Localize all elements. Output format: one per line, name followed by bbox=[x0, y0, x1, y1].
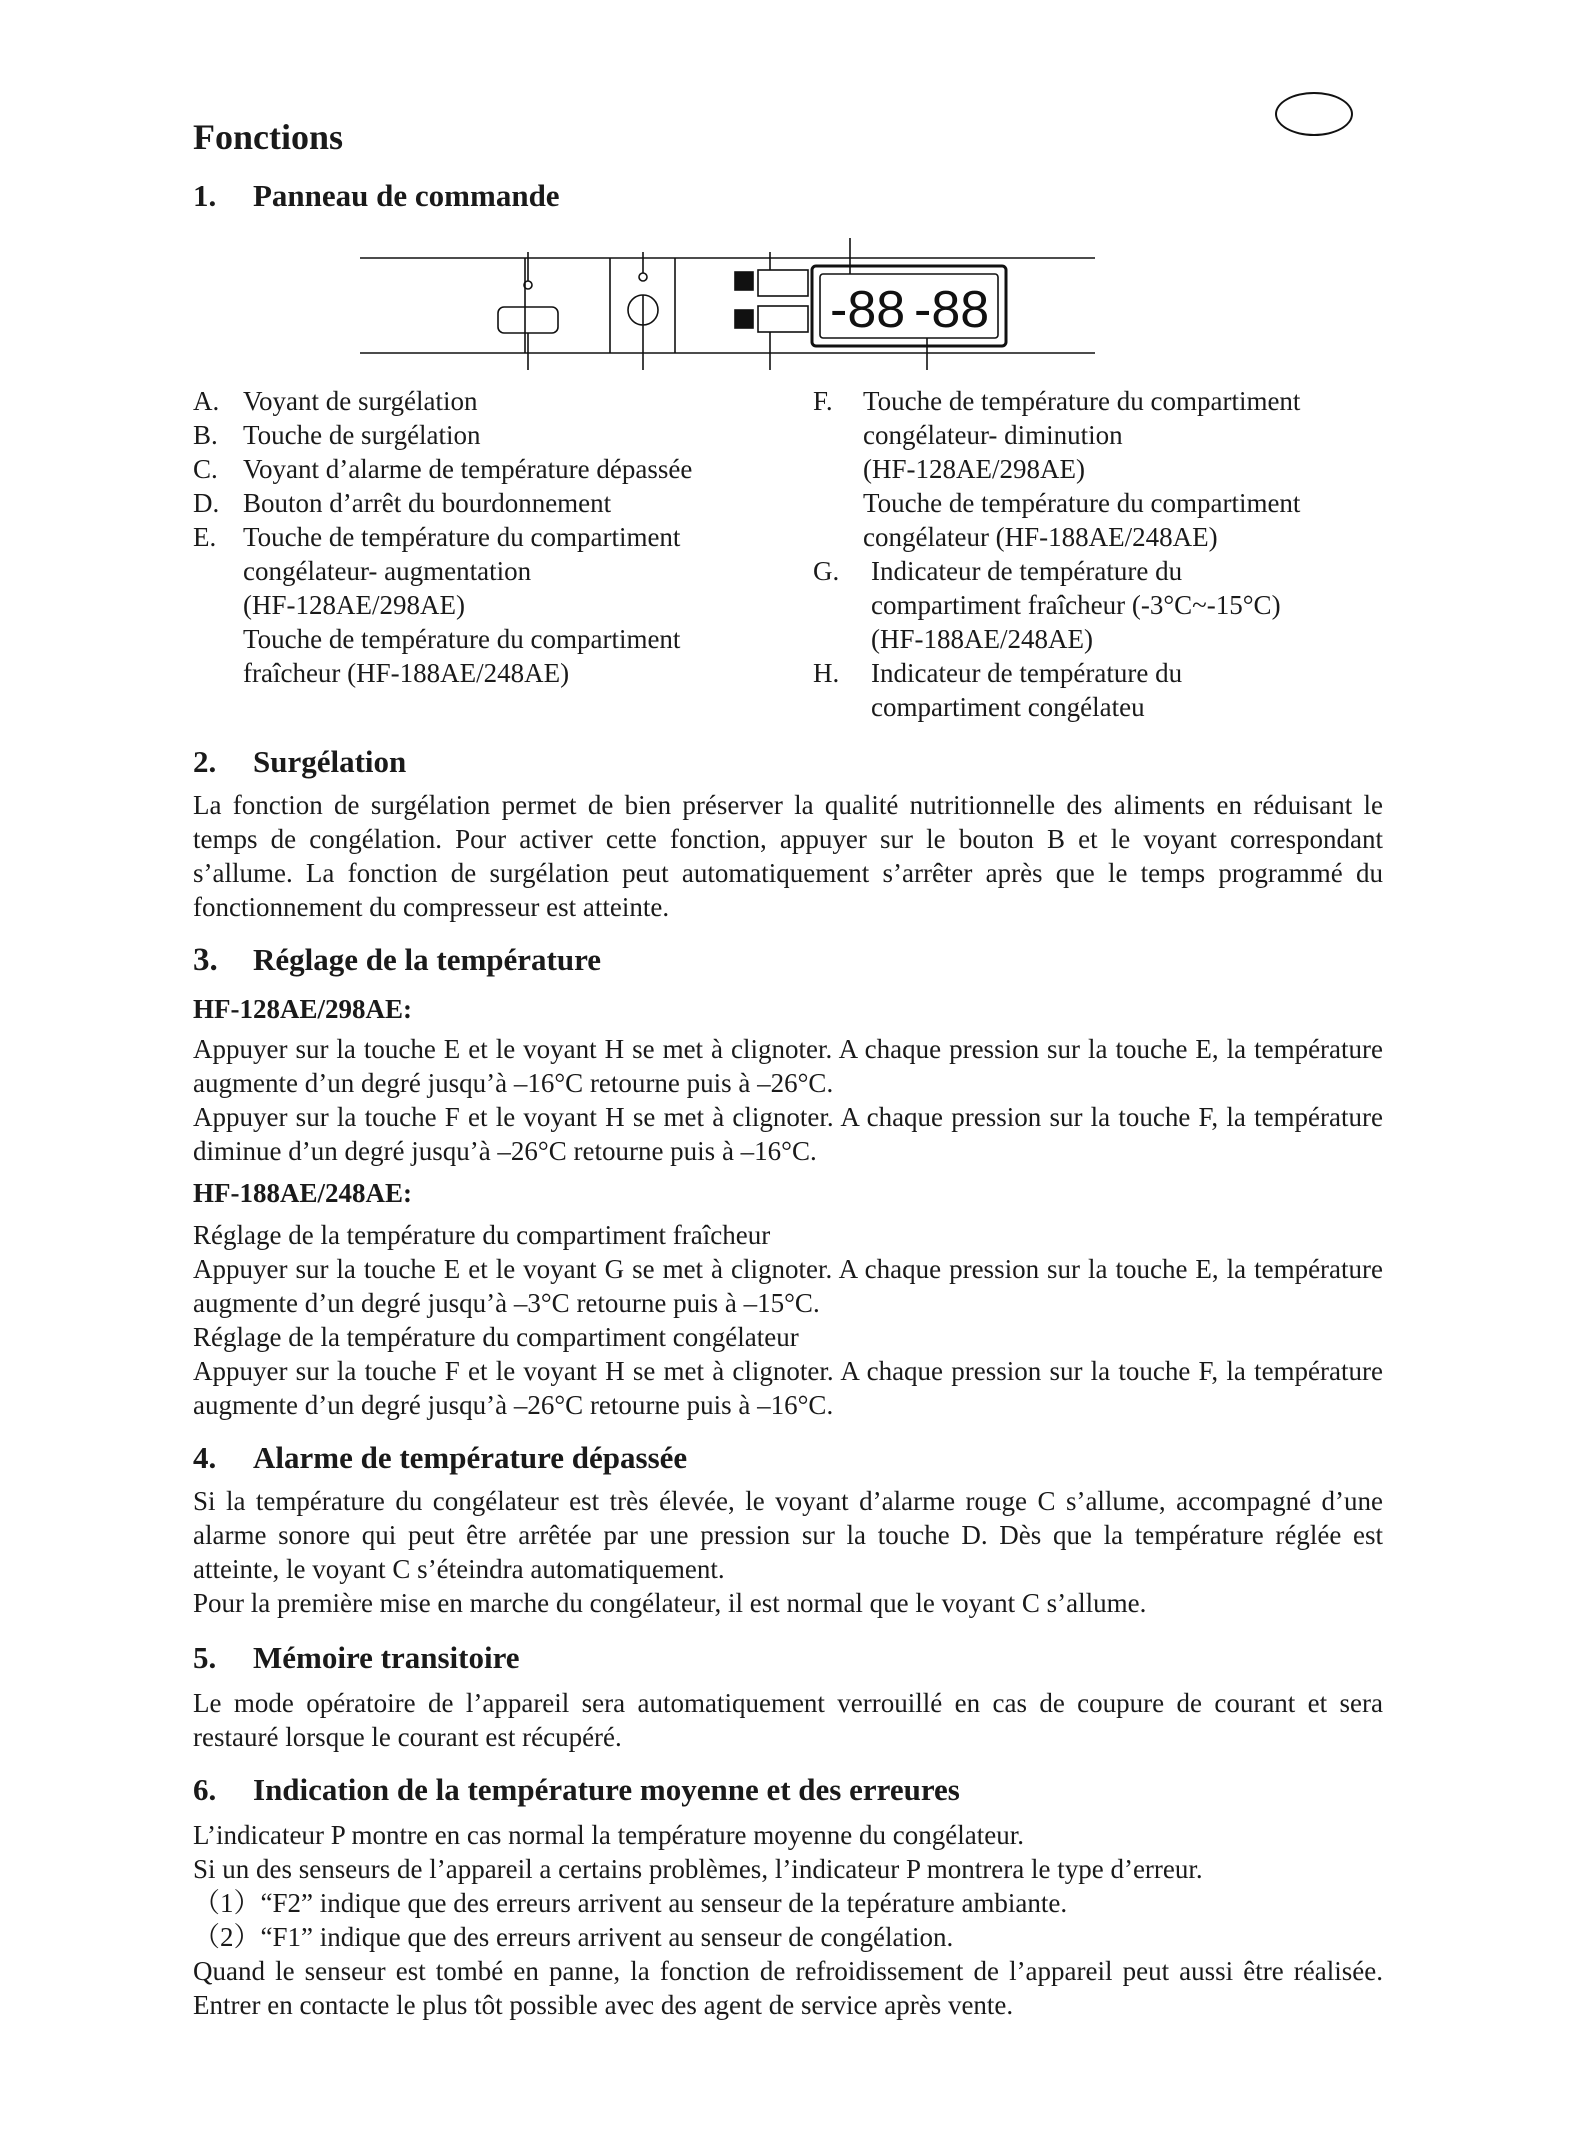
section-3-p4: Appuyer sur la touche F et le voyant H se met à clignoter. A chaque pression sur la touche F, la température augmente d’un degré jusqu’à –26°C retourne puis à –16°C. bbox=[193, 1356, 1383, 1420]
legend-letter: B. bbox=[193, 420, 218, 450]
legend-letter: C. bbox=[193, 454, 218, 484]
alarm-led bbox=[639, 273, 647, 281]
legend-item bbox=[813, 656, 1383, 724]
section-4-heading: 4. Alarme de température dépassée bbox=[193, 1440, 688, 1475]
section-4-p2: Pour la première mise en marche du congélateur, il est normal que le voyant C s’allume. bbox=[193, 1588, 1147, 1618]
legend-letter: A. bbox=[193, 386, 220, 416]
key-f-button bbox=[758, 306, 808, 332]
section-3-sub1: Réglage de la température du compartiment fraîcheur bbox=[193, 1220, 771, 1250]
key-e-button bbox=[758, 270, 808, 296]
section-number: 1. bbox=[193, 178, 217, 213]
model-heading-2: HF-188AE/248AE: bbox=[193, 1178, 412, 1208]
legend-letter: G. bbox=[813, 556, 840, 586]
section-4-p1: Si la température du congélateur est très élevée, le voyant d’alarme rouge C s’allume, accompagné d’une alarme sonore qui peut être arrêtée par une pression sur la touche D. Dès que la température réglée est atteinte, le voyant C s’éteindra automatiquement. bbox=[193, 1486, 1383, 1584]
section-3-p2: Appuyer sur la touche F et le voyant H se met à clignoter. A chaque pression sur la touche F, la température diminue d’un degré jusqu’à –26°C retourne puis à –16°C. bbox=[193, 1102, 1383, 1166]
indicator-h-square bbox=[735, 310, 753, 328]
language-badge bbox=[1275, 92, 1353, 136]
legend-left bbox=[193, 384, 773, 690]
legend-item bbox=[193, 520, 773, 690]
legend-text: Voyant de surgélation bbox=[243, 386, 478, 416]
legend-text: Touche de surgélation bbox=[243, 420, 481, 450]
section-6-l3: （1）“F2” indique que des erreurs arrivent au senseur de la tepérature ambiante. bbox=[193, 1888, 1068, 1918]
section-3-p1: Appuyer sur la touche E et le voyant H se met à clignoter. A chaque pression sur la touche E, la température augmente d’un degré jusqu’à –16°C retourne puis à –26°C. bbox=[193, 1034, 1383, 1098]
section-2-text: La fonction de surgélation permet de bien préserver la qualité nutritionnelle des aliments en réduisant le temps de congélation. Pour activer cette fonction, appuyer sur le bouton B et le voyant correspondant s’allume. La fonction de surgélation peut automatiquement s’arrêter après que le temps programmé du fonctionnement du compresseur est atteinte. bbox=[193, 790, 1383, 922]
legend-letter: H. bbox=[813, 658, 840, 688]
legend-item bbox=[193, 418, 773, 452]
section-5-heading: 5. Mémoire transitoire bbox=[193, 1640, 520, 1675]
section-6-l2: Si un des senseurs de l’appareil a certains problèmes, l’indicateur P montrera le type d’erreur. bbox=[193, 1854, 1203, 1884]
legend-item bbox=[193, 384, 773, 418]
section-6-p5: Quand le senseur est tombé en panne, la fonction de refroidissement de l’appareil peut aussi être réalisée. Entrer en contacte le plus tôt possible avec des agent de service après vente. bbox=[193, 1956, 1383, 2020]
legend-text: Indicateur de température du compartiment congélateu bbox=[871, 658, 1183, 722]
section-5-p1: Le mode opératoire de l’appareil sera automatiquement verrouillé en cas de coupure de courant et sera restauré lorsque le courant est récupéré. bbox=[193, 1688, 1383, 1752]
legend-item bbox=[813, 554, 1383, 656]
legend-text: Bouton d’arrêt du bourdonnement bbox=[243, 488, 612, 518]
section-1-heading bbox=[193, 178, 560, 214]
section-3-heading: 3. Réglage de la température bbox=[193, 942, 602, 978]
legend-item bbox=[193, 486, 773, 520]
legend-text: Touche de température du compartiment congélateur- augmentation (HF-128AE/298AE) Touche de température du compartiment fraîcheur (HF-188AE/248AE) bbox=[243, 522, 681, 688]
display-left-digits: -88 bbox=[830, 281, 906, 339]
legend-letter: F. bbox=[813, 386, 833, 416]
section-3-p3: Appuyer sur la touche E et le voyant G se met à clignoter. A chaque pression sur la touche E, la température augmente d’un degré jusqu’à –3°C retourne puis à –15°C. bbox=[193, 1254, 1383, 1318]
legend-right bbox=[813, 384, 1383, 724]
indicator-g-square bbox=[735, 272, 753, 290]
legend-text: Touche de température du compartiment congélateur- diminution (HF-128AE/298AE) Touche de température du compartiment congélateur (HF-188AE/248AE) bbox=[863, 386, 1301, 552]
section-6-l4: （2）“F1” indique que des erreurs arrivent au senseur de congélation. bbox=[193, 1922, 954, 1952]
legend-text: Voyant d’alarme de température dépassée bbox=[243, 454, 693, 484]
legend-text: Indicateur de température du compartiment fraîcheur (-3°C~-15°C) (HF-188AE/248AE) bbox=[871, 556, 1281, 654]
legend-item bbox=[193, 452, 773, 486]
fast-freeze-button bbox=[498, 307, 558, 333]
section-6-heading: 6. Indication de la température moyenne et des erreures bbox=[193, 1772, 960, 1807]
legend-item bbox=[813, 384, 1383, 554]
section-title: Panneau de commande bbox=[253, 178, 560, 213]
display-right-digits: -88 bbox=[914, 281, 990, 339]
section-2-heading: 2. Surgélation bbox=[193, 744, 407, 779]
control-panel-diagram bbox=[360, 230, 1100, 370]
model-heading-1: HF-128AE/298AE: bbox=[193, 994, 412, 1024]
section-3-sub2: Réglage de la température du compartiment congélateur bbox=[193, 1322, 799, 1352]
legend-letter: D. bbox=[193, 488, 220, 518]
legend-letter: E. bbox=[193, 522, 217, 552]
section-6-l1: L’indicateur P montre en cas normal la température moyenne du congélateur. bbox=[193, 1820, 1024, 1850]
page-title: Fonctions bbox=[193, 117, 344, 157]
